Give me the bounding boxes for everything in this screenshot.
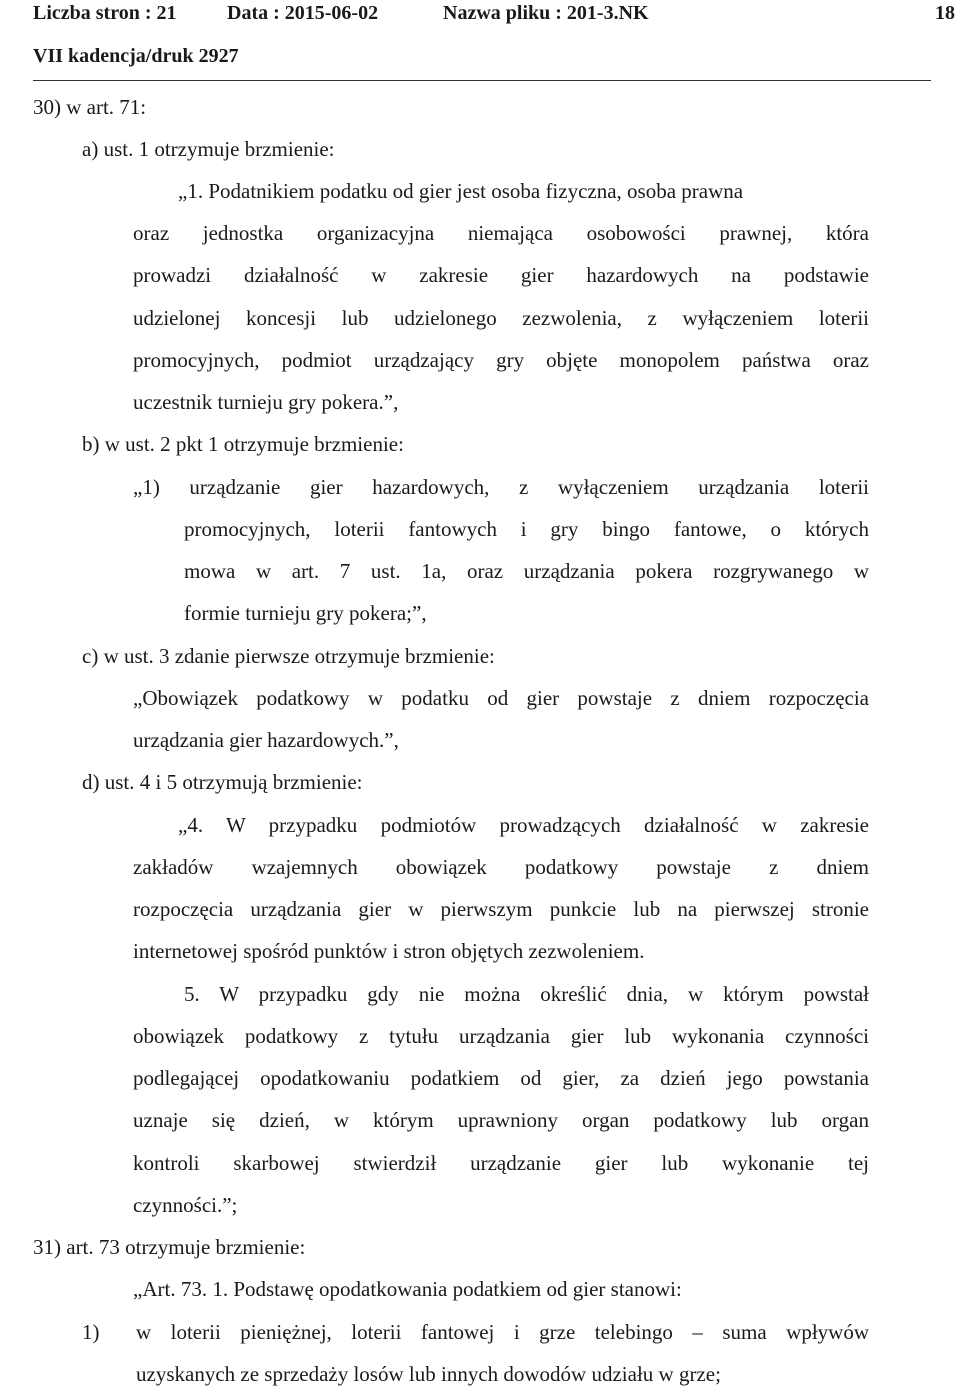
text-line: promocyjnych, podmiot urządzający gry objęte monopolem państwa oraz — [133, 348, 869, 372]
text-line: internetowej spośród punktów i stron objętych zezwoleniem. — [133, 939, 645, 963]
item-30-a: a) ust. 1 otrzymuje brzmienie: — [82, 137, 335, 161]
text-line: prowadzi działalność w zakresie gier hazardowych na podstawie — [133, 263, 869, 287]
text-line: uczestnik turnieju gry pokera.”, — [133, 390, 399, 414]
text-line: podlegającej opodatkowaniu podatkiem od gier, za dzień jego powstania — [133, 1066, 869, 1090]
text-line: oraz jednostka organizacyjna niemająca osobowości prawnej, która — [133, 221, 869, 245]
text-line: w loterii pieniężnej, loterii fantowej i grze telebingo – suma wpływów — [136, 1320, 869, 1344]
item-30-c: c) w ust. 3 zdanie pierwsze otrzymuje brzmienie: — [82, 644, 495, 668]
text-line: „1) urządzanie gier hazardowych, z wyłączeniem urządzania loterii — [133, 475, 869, 499]
header-meta-line — [33, 2, 958, 26]
text-line: uzyskanych ze sprzedaży losów lub innych dowodów udziału w grze; — [136, 1362, 721, 1386]
text-line: „4. W przypadku podmiotów prowadzących działalność w zakresie — [178, 813, 869, 837]
item-31-point-1-number: 1) — [82, 1320, 100, 1344]
text-line: „Obowiązek podatkowy w podatku od gier powstaje z dniem rozpoczęcia — [133, 686, 869, 710]
text-line: mowa w art. 7 ust. 1a, oraz urządzania pokera rozgrywanego w — [184, 559, 869, 583]
text-line: uznaje się dzień, w którym uprawniony organ podatkowy lub organ — [133, 1108, 869, 1132]
text-line: 5. W przypadku gdy nie można określić dnia, w którym powstał — [184, 982, 869, 1006]
text-line: promocyjnych, loterii fantowych i gry bingo fantowe, o których — [184, 517, 869, 541]
item-31: 31) art. 73 otrzymuje brzmienie: — [33, 1235, 306, 1259]
page-number: 18 — [935, 2, 955, 24]
item-30-b: b) w ust. 2 pkt 1 otrzymuje brzmienie: — [82, 432, 404, 456]
text-line: udzielonej koncesji lub udzielonego zezwolenia, z wyłączeniem loterii — [133, 306, 869, 330]
text-line: czynności.”; — [133, 1193, 238, 1217]
item-30-d: d) ust. 4 i 5 otrzymują brzmienie: — [82, 770, 363, 794]
header-rule — [33, 80, 931, 81]
text-line: rozpoczęcia urządzania gier w pierwszym punkcie lub na pierwszej stronie — [133, 897, 869, 921]
text-line: zakładów wzajemnych obowiązek podatkowy powstaje z dniem — [133, 855, 869, 879]
text-line: „Art. 73. 1. Podstawę opodatkowania podatkiem od gier stanowi: — [133, 1277, 682, 1301]
text-line: „1. Podatnikiem podatku od gier jest osoba fizyczna, osoba prawna — [178, 179, 744, 203]
text-line: formie turnieju gry pokera;”, — [184, 601, 427, 625]
text-line: kontroli skarbowej stwierdził urządzanie gier lub wykonanie tej — [133, 1151, 869, 1175]
text-line: obowiązek podatkowy z tytułu urządzania gier lub wykonania czynności — [133, 1024, 869, 1048]
document-date: Data : 2015-06-02 — [227, 2, 379, 24]
item-30: 30) w art. 71: — [33, 95, 147, 119]
text-line: urządzania gier hazardowych.”, — [133, 728, 399, 752]
file-name: Nazwa pliku : 201-3.NK — [443, 2, 649, 24]
term-print: VII kadencja/druk 2927 — [33, 45, 239, 67]
page-count: Liczba stron : 21 — [33, 2, 177, 24]
